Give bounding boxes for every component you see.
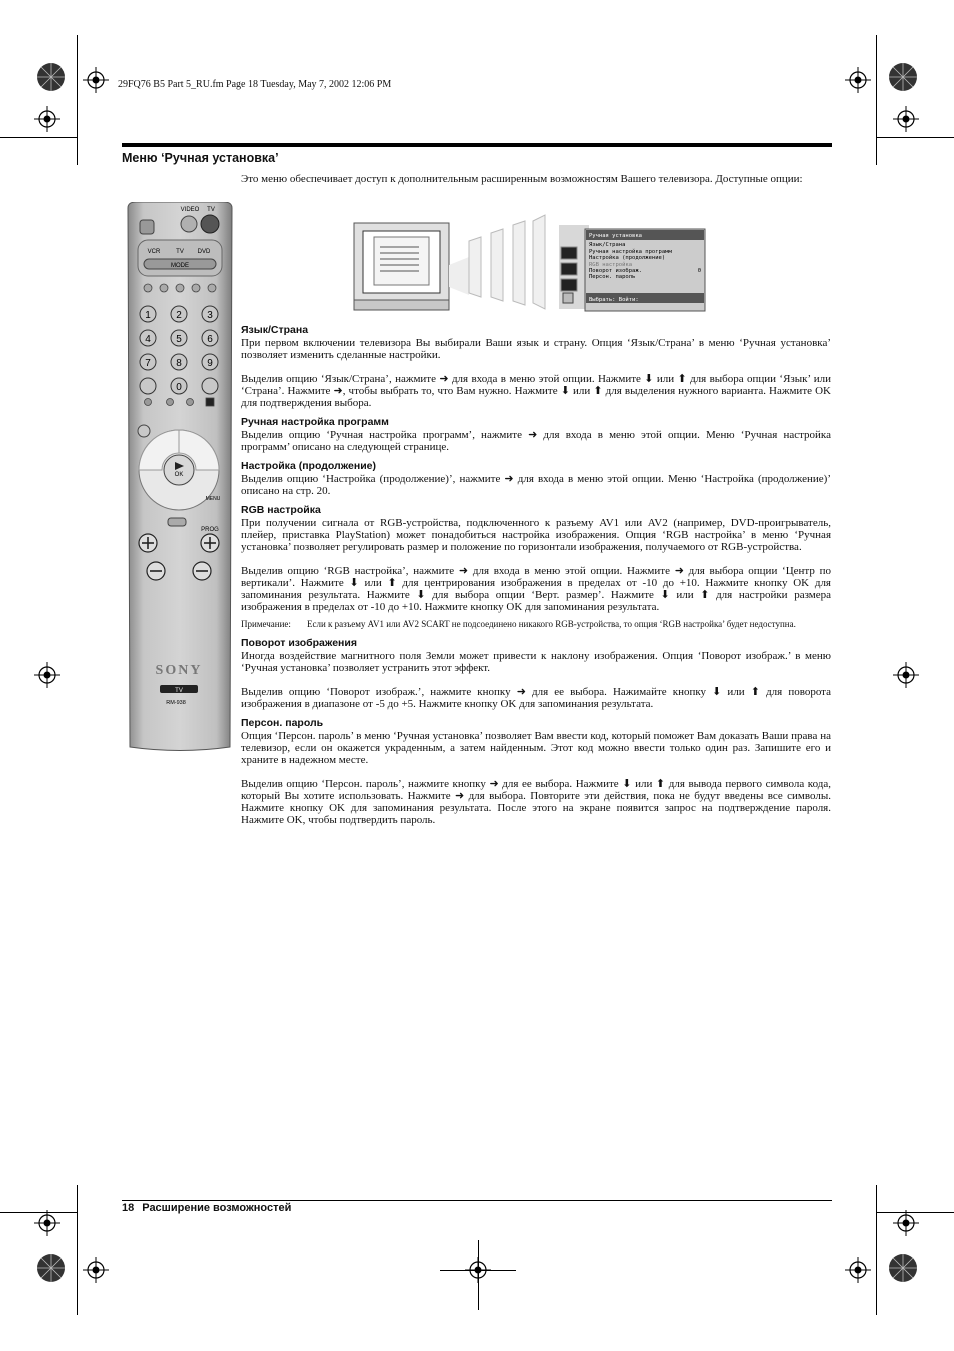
crop-mark — [876, 1185, 877, 1315]
tv-menu-footer: Выбрать: Войти: — [589, 296, 639, 303]
registration-mark-icon — [893, 662, 919, 688]
registration-mark-icon — [845, 67, 871, 93]
tv-menu-item: Ручная настройка программ — [589, 248, 672, 255]
registration-mark-icon — [83, 1257, 109, 1283]
tv-menu-title: Ручная установка — [589, 233, 642, 239]
crop-mark — [0, 137, 78, 138]
note — [241, 619, 831, 630]
registration-mark-icon — [893, 106, 919, 132]
tv-badge: TV — [175, 688, 183, 694]
registration-mark-icon — [34, 1210, 60, 1236]
section-heading: Персон. пароль — [241, 717, 324, 729]
digit-8: 8 — [176, 358, 182, 369]
section-heading: RGB настройка — [241, 504, 321, 516]
remote-control-illustration — [124, 202, 236, 752]
section-title: Меню ‘Ручная установка’ — [122, 151, 279, 165]
tv-menu-item: Язык/Страна — [589, 242, 626, 249]
registration-mark-icon — [465, 1257, 491, 1283]
registration-mark-icon — [34, 662, 60, 688]
section-heading: Поворот изображения — [241, 637, 357, 649]
digit-4: 4 — [145, 334, 151, 345]
digit-9: 9 — [207, 358, 213, 369]
brand-logo: SONY — [155, 663, 203, 678]
digit-1: 1 — [145, 310, 151, 321]
main-content — [241, 173, 831, 826]
registration-mark-icon — [34, 106, 60, 132]
tv-menu-rotate-value: 0 — [697, 268, 701, 275]
crop-mark — [77, 1185, 78, 1315]
paragraph: Выделив опцию ‘Поворот изображ.’, нажмите кнопку ➜ для ее выбора. Нажимайте кнопку ⬇ или ⬆ для поворота изображения в диапазоне от -5 до +5. Нажмите кнопку OK для запоминания результата. — [241, 686, 831, 710]
paragraph: При первом включении телевизора Вы выбирали Ваши язык и страну. Опция ‘Язык/Страна’ в меню ‘Ручная установка’ позволяет изменить сделанные настройки. — [241, 337, 831, 361]
digit-6: 6 — [207, 334, 213, 345]
footer-rule — [122, 1200, 832, 1201]
menu-label: MENU — [205, 496, 221, 502]
tv-mode-label: TV — [176, 249, 184, 255]
paragraph: Выделив опцию ‘Настройка (продолжение)’, нажмите ➜ для входа в меню этой опции. Меню ‘Настройка (продолжение)’ описано на стр. 20. — [241, 473, 831, 497]
paragraph: Выделив опцию ‘Персон. пароль’, нажмите кнопку ➜ для ее выбора. Нажмите ⬇ или ⬆ для вывода первого символа кода, который Вы хотите использовать. Нажмите ➜ для выбора. Повторите эти действия, пока не будут введены все символы. Нажмите кнопку OK для запоминания результата. После этого на экране появится запрос на подтверждение пароля. Нажмите OK, чтобы подтвердить пароль. — [241, 778, 831, 826]
tv-menu-item: Поворот изображ. — [589, 268, 642, 275]
video-label: VIDEO — [180, 207, 200, 213]
paragraph: Выделив опцию ‘Ручная настройка программ’, нажмите ➜ для входа в меню этой опции. Меню ‘Ручная настройка программ’ описано на следующей странице. — [241, 429, 831, 453]
digit-0: 0 — [176, 382, 182, 393]
paragraph: Выделив опцию ‘RGB настройка’, нажмите ➜ для входа в меню этой опции. Нажмите ➜ для выбора опции ‘Центр по вертикали’. Нажмите ⬇ или ⬆ для центрирования изображения в пределах от -10 до +10. Нажмите кнопку OK для запоминания результата. Нажмите ⬇ для выбора опции ‘Верт. размер’. Нажмите ⬇ или ⬆ для настройки размера изображения в пределах от -10 до +10. Нажмите кнопку OK для запоминания результата. — [241, 565, 831, 613]
tv-menu-panel — [586, 231, 704, 303]
paragraph: Выделив опцию ‘Язык/Страна’, нажмите ➜ для входа в меню этой опции. Нажмите ⬇ или ⬆ для выбора опции ‘Язык’ или ‘Страна’. Нажмите ➜, чтобы выбрать то, что Вам нужно. Нажмите ⬇ или ⬆ для выделения нужного варианта. Нажмите OK для подтверждения выбора. — [241, 373, 831, 409]
intro-text: Это меню обеспечивает доступ к дополнительным расширенным возможностям Вашего телевизора. Доступные опции: — [241, 173, 803, 185]
digit-2: 2 — [176, 310, 182, 321]
tv-menu-item: Персон. пароль — [589, 274, 636, 281]
page-footer — [122, 1202, 291, 1214]
ok-label: OK — [174, 472, 184, 478]
crop-mark — [77, 35, 78, 165]
chapter-title: Расширение возможностей — [142, 1202, 292, 1214]
paragraph: Опция ‘Персон. пароль’ в меню ‘Ручная установка’ позволяет Вам ввести код, который поможет Вам доказать Ваши права на телевизор, если он окажется украденным, а затем найденным. Этот код можно ввести только один раз. Запишите его и храните в надежном месте. — [241, 730, 831, 766]
section-heading: Ручная настройка программ — [241, 416, 389, 428]
registration-mark-icon — [845, 1257, 871, 1283]
paragraph: Иногда воздействие магнитного поля Земли может привести к наклону изображения. Опция ‘Поворот изображ.’ в меню ‘Ручная установка’ позволяет устранить этот эффект. — [241, 650, 831, 674]
dvd-label: DVD — [197, 249, 211, 255]
model-label: RM-938 — [166, 700, 186, 706]
file-info: 29FQ76 B5 Part 5_RU.fm Page 18 Tuesday, May 7, 2002 12:06 PM — [118, 79, 392, 90]
registration-mark-icon — [893, 1210, 919, 1236]
paragraph: При получении сигнала от RGB-устройства, подключенного к разъему AV1 или AV2 (например, DVD-проигрыватель, плейер, приставка PlayStation) может понадобиться настройка изображения. Опция ‘RGB настройка’ в меню ‘Ручная установка’ позволяет регулировать размер и положение по горизонтали изображения, получаемого от RGB-устройства. — [241, 517, 831, 553]
prog-label: PROG — [201, 527, 219, 533]
tv-illustration — [241, 185, 831, 317]
note-label: Примечание: — [241, 619, 291, 629]
registration-mark-icon — [83, 67, 109, 93]
menu-figure — [241, 185, 831, 317]
vcr-label: VCR — [147, 249, 161, 255]
color-target-icon — [36, 62, 66, 92]
mode-label: MODE — [171, 263, 189, 269]
crop-mark — [876, 137, 954, 138]
color-target-icon — [888, 62, 918, 92]
tv-menu-item: RGB настройка — [589, 261, 633, 268]
page-number: 18 — [122, 1202, 135, 1214]
header-rule — [122, 143, 832, 147]
crop-mark — [876, 35, 877, 165]
tv-menu-item: Настройка (продолжение) — [589, 255, 666, 262]
tv-top-label: TV — [207, 207, 215, 213]
digit-3: 3 — [207, 310, 213, 321]
digit-5: 5 — [176, 334, 182, 345]
digit-7: 7 — [145, 358, 151, 369]
section-heading: Язык/Страна — [241, 324, 309, 336]
section-heading: Настройка (продолжение) — [241, 460, 376, 472]
color-target-icon — [36, 1253, 66, 1283]
note-text: Если к разъему AV1 или AV2 SCART не подсоединено никакого RGB-устройства, то опция ‘RGB настройка’ будет недоступна. — [307, 619, 796, 629]
color-target-icon — [888, 1253, 918, 1283]
